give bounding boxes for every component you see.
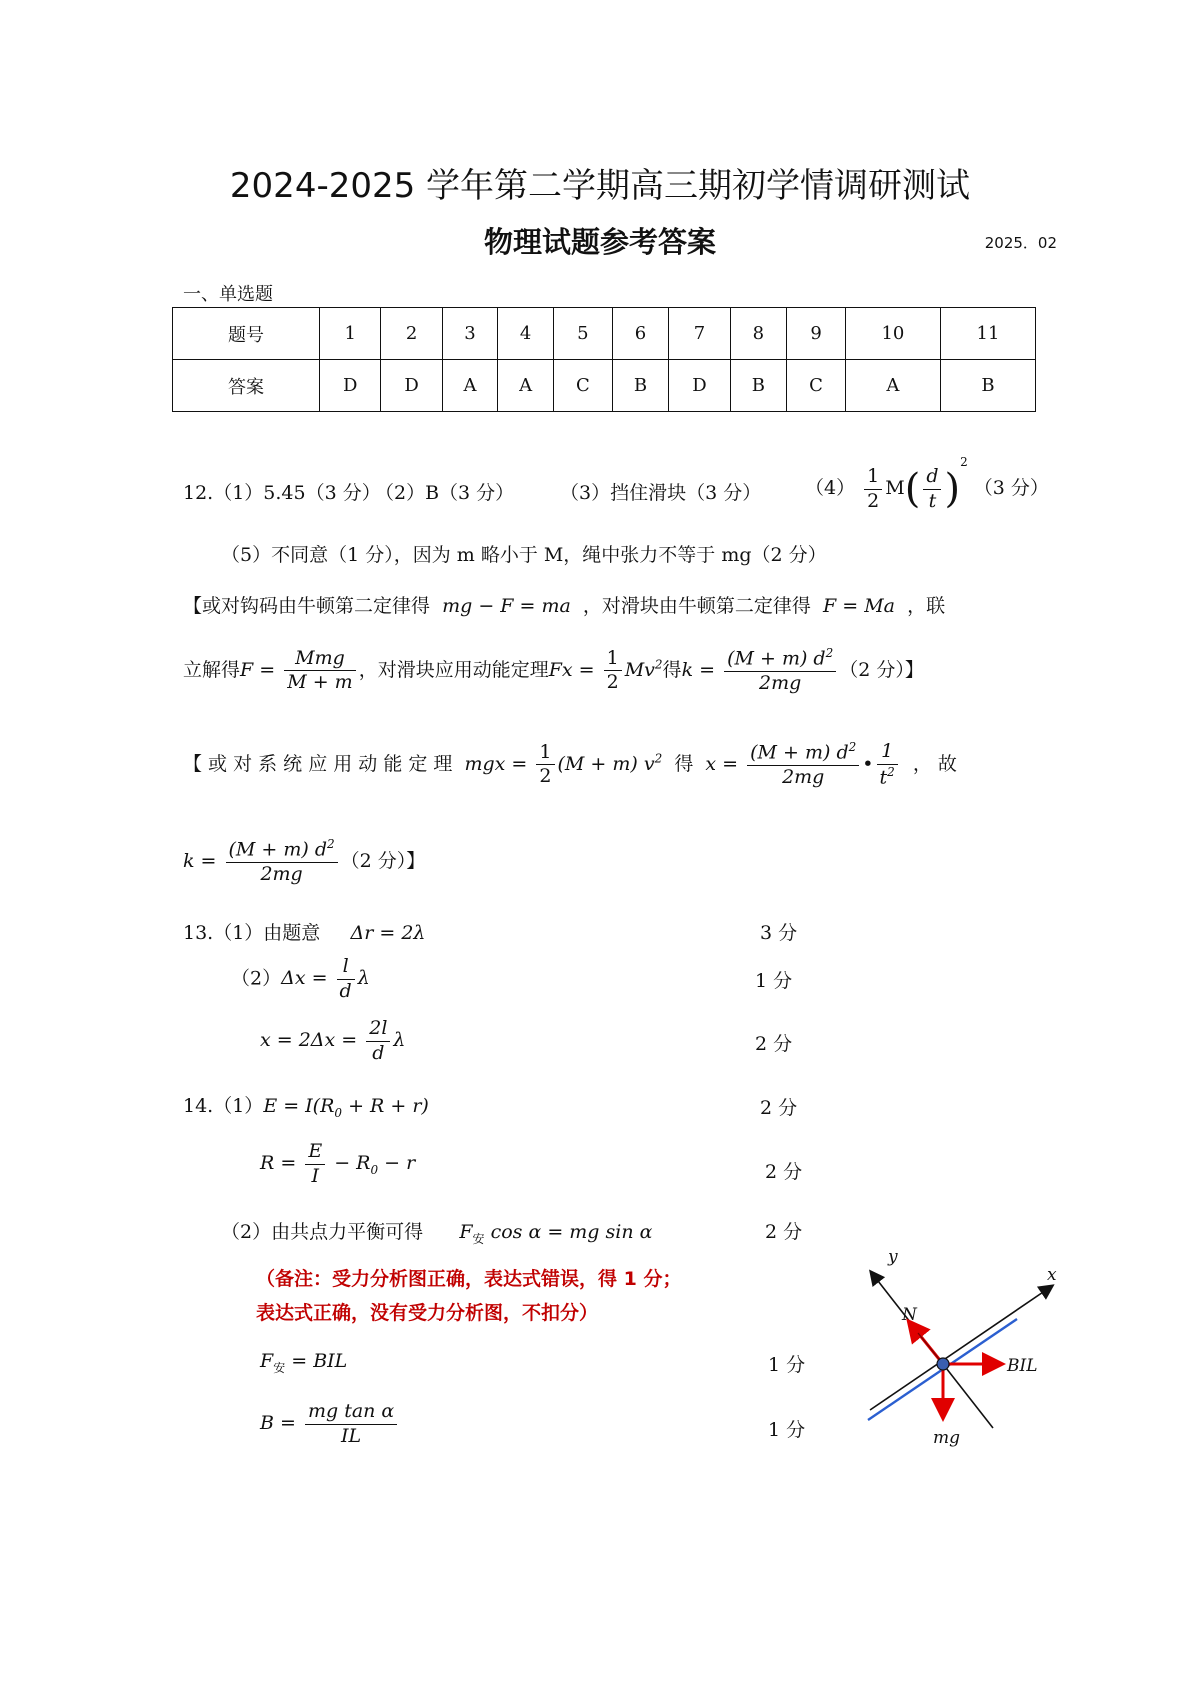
answer-table [172, 307, 1036, 412]
grading-note-1: （备注：受力分析图正确，表达式错误，得 1 分； [256, 1268, 682, 1290]
force-diagram [850, 1220, 1080, 1450]
formula: k = $\frac{(M + m) d^2}{2mg}$ [183, 850, 341, 872]
score: 2 分 [765, 1161, 803, 1183]
formula: k = $\frac{(M + m) d^2}{2mg}$ [682, 659, 840, 681]
table-cell: D [320, 360, 381, 412]
formula: F = $\frac{\text{Mmg}}{M + m}$ [240, 659, 359, 681]
q14-formula-f [260, 1350, 347, 1376]
formula: B = $\frac{\text{mg tan α}}{IL}$ [260, 1412, 400, 1434]
q14-part2: （2）由共点力平衡可得 $F_安$ cos α = mg sin α [221, 1221, 653, 1246]
q14-formula-r [260, 1140, 415, 1189]
formula: Δr = 2λ [350, 922, 426, 944]
q12-line1 [183, 478, 381, 505]
conductor-dot [937, 1358, 949, 1370]
table-cell: D [669, 360, 730, 412]
table-cell: B [730, 360, 787, 412]
score: 2 分 [755, 1033, 793, 1055]
table-cell: 6 [612, 308, 669, 360]
q14-part1: $14.(1)E = I(R_0 + R + r)$ [183, 1095, 429, 1120]
grading-note-2: 表达式正确，没有受力分析图，不扣分） [256, 1302, 599, 1324]
table-cell: A [498, 360, 554, 412]
formula: mgx = $\frac{1}{2}$ (M + m) $v^2$ [464, 740, 663, 788]
q-number: 12. [183, 482, 214, 504]
q12-alt3: 【 或 对 系 统 应 用 动 能 定 理 mgx = $\frac{1}{2}$ (M + m) $v^2$ 得 x = $\frac{(M + m) d^2}{2mg}$ • $\frac{1}{t^2}$ ， 故 [183, 740, 957, 789]
table-cell: A [442, 360, 498, 412]
formula: $E = I(R_0 + R + r)$ [263, 1095, 429, 1120]
section-heading: 一、单选题 [183, 284, 273, 305]
table-cell: 4 [498, 308, 554, 360]
formula: Δx = $\frac{l}{d}$ λ [281, 955, 370, 1002]
score: （3 分） [973, 477, 1049, 499]
table-cell: C [787, 360, 846, 412]
page-subtitle: 物理试题参考答案 [483, 225, 716, 259]
q12-part4-label: （4） [805, 477, 856, 499]
table-cell: 11 [940, 308, 1035, 360]
formula: x = 2Δx = $\frac{2l}{d}$ λ [260, 1017, 406, 1064]
formula: $F_安$ = BIL [260, 1350, 348, 1375]
table-cell: 7 [669, 308, 730, 360]
q12-alt1: 【或对钩码由牛顿第二定律得 mg − F = ma ，对滑块由牛顿第二定律得 F = Ma ，联 [183, 595, 946, 617]
row-label: 答案 [173, 360, 320, 412]
row-label: 题号 [173, 308, 320, 360]
q12-part4: （4） $\frac{1}{2}$ M( $\frac{d}{t}$ )$^2$ （3 分） [805, 455, 1049, 512]
formula: R = $\frac{E}{I}$ − $R_0 - r$ [260, 1140, 416, 1187]
page-title: 2024-2025 学年第二学期高三期初学情调研测试 [229, 166, 971, 206]
table-cell: 5 [553, 308, 612, 360]
label-y: y [888, 1247, 898, 1267]
table-cell: A [845, 360, 940, 412]
q12-part1: （1）5.45（3 分） [213, 482, 381, 504]
label-mg: mg [933, 1428, 961, 1448]
formula: mg − F = ma [442, 595, 571, 617]
table-cell: B [612, 360, 669, 412]
formula: F = Ma [823, 595, 895, 617]
q12-part3: （3）挡住滑块（3 分） [560, 482, 762, 504]
score: 3 分 [760, 922, 798, 944]
q12-part2: （2）B（3 分） [375, 482, 515, 504]
formula: $\frac{1}{2}$ [864, 465, 882, 514]
q12-alt4: k = $\frac{(M + m) d^2}{2mg}$ （2 分）】 [183, 837, 426, 886]
table-cell: 1 [320, 308, 381, 360]
score: 1 分 [768, 1354, 806, 1376]
table-cell: 9 [787, 308, 846, 360]
table-cell: D [381, 360, 442, 412]
q14-formula-b [260, 1400, 400, 1449]
label-n: N [902, 1305, 917, 1325]
q12-alt2: 立解得F = $\frac{\text{Mmg}}{M + m}$ ，对滑块应用动能定理Fx = $\frac{1}{2}$ Mv$^2$得k = $\frac{(M + m) d^2}{2mg}$ （2 分）】 [183, 646, 924, 695]
table-cell: 2 [381, 308, 442, 360]
score: 1 分 [755, 970, 793, 992]
formula: Fx = $\frac{1}{2}$ Mv$^2$ [548, 646, 663, 694]
date: 2025．02 [984, 234, 1057, 252]
table-cell: 8 [730, 308, 787, 360]
label-x: x [1047, 1265, 1057, 1285]
table-row [173, 360, 1036, 412]
q13-part3 [260, 1017, 405, 1066]
label-bil: BIL [1007, 1356, 1038, 1376]
score: 2 分 [760, 1097, 798, 1119]
score: 1 分 [768, 1419, 806, 1441]
score: 2 分 [765, 1221, 803, 1243]
q13-part1: 13.（1）由题意 Δr = 2λ [183, 922, 426, 944]
table-row [173, 308, 1036, 360]
table-cell: C [553, 360, 612, 412]
table-cell: B [940, 360, 1035, 412]
table-cell: 10 [845, 308, 940, 360]
q12-part5: （5）不同意（1 分），因为 m 略小于 M，绳中张力不等于 mg（2 分） [221, 544, 827, 566]
table-cell: 3 [442, 308, 498, 360]
formula: $F_安$ cos α = mg sin α [459, 1221, 653, 1246]
q13-part2: （2）Δx = $\frac{l}{d}$ λ [231, 955, 370, 1002]
formula: x = $\frac{(M + m) d^2}{2mg}$ • $\frac{1}{t^2}$ [705, 753, 900, 775]
